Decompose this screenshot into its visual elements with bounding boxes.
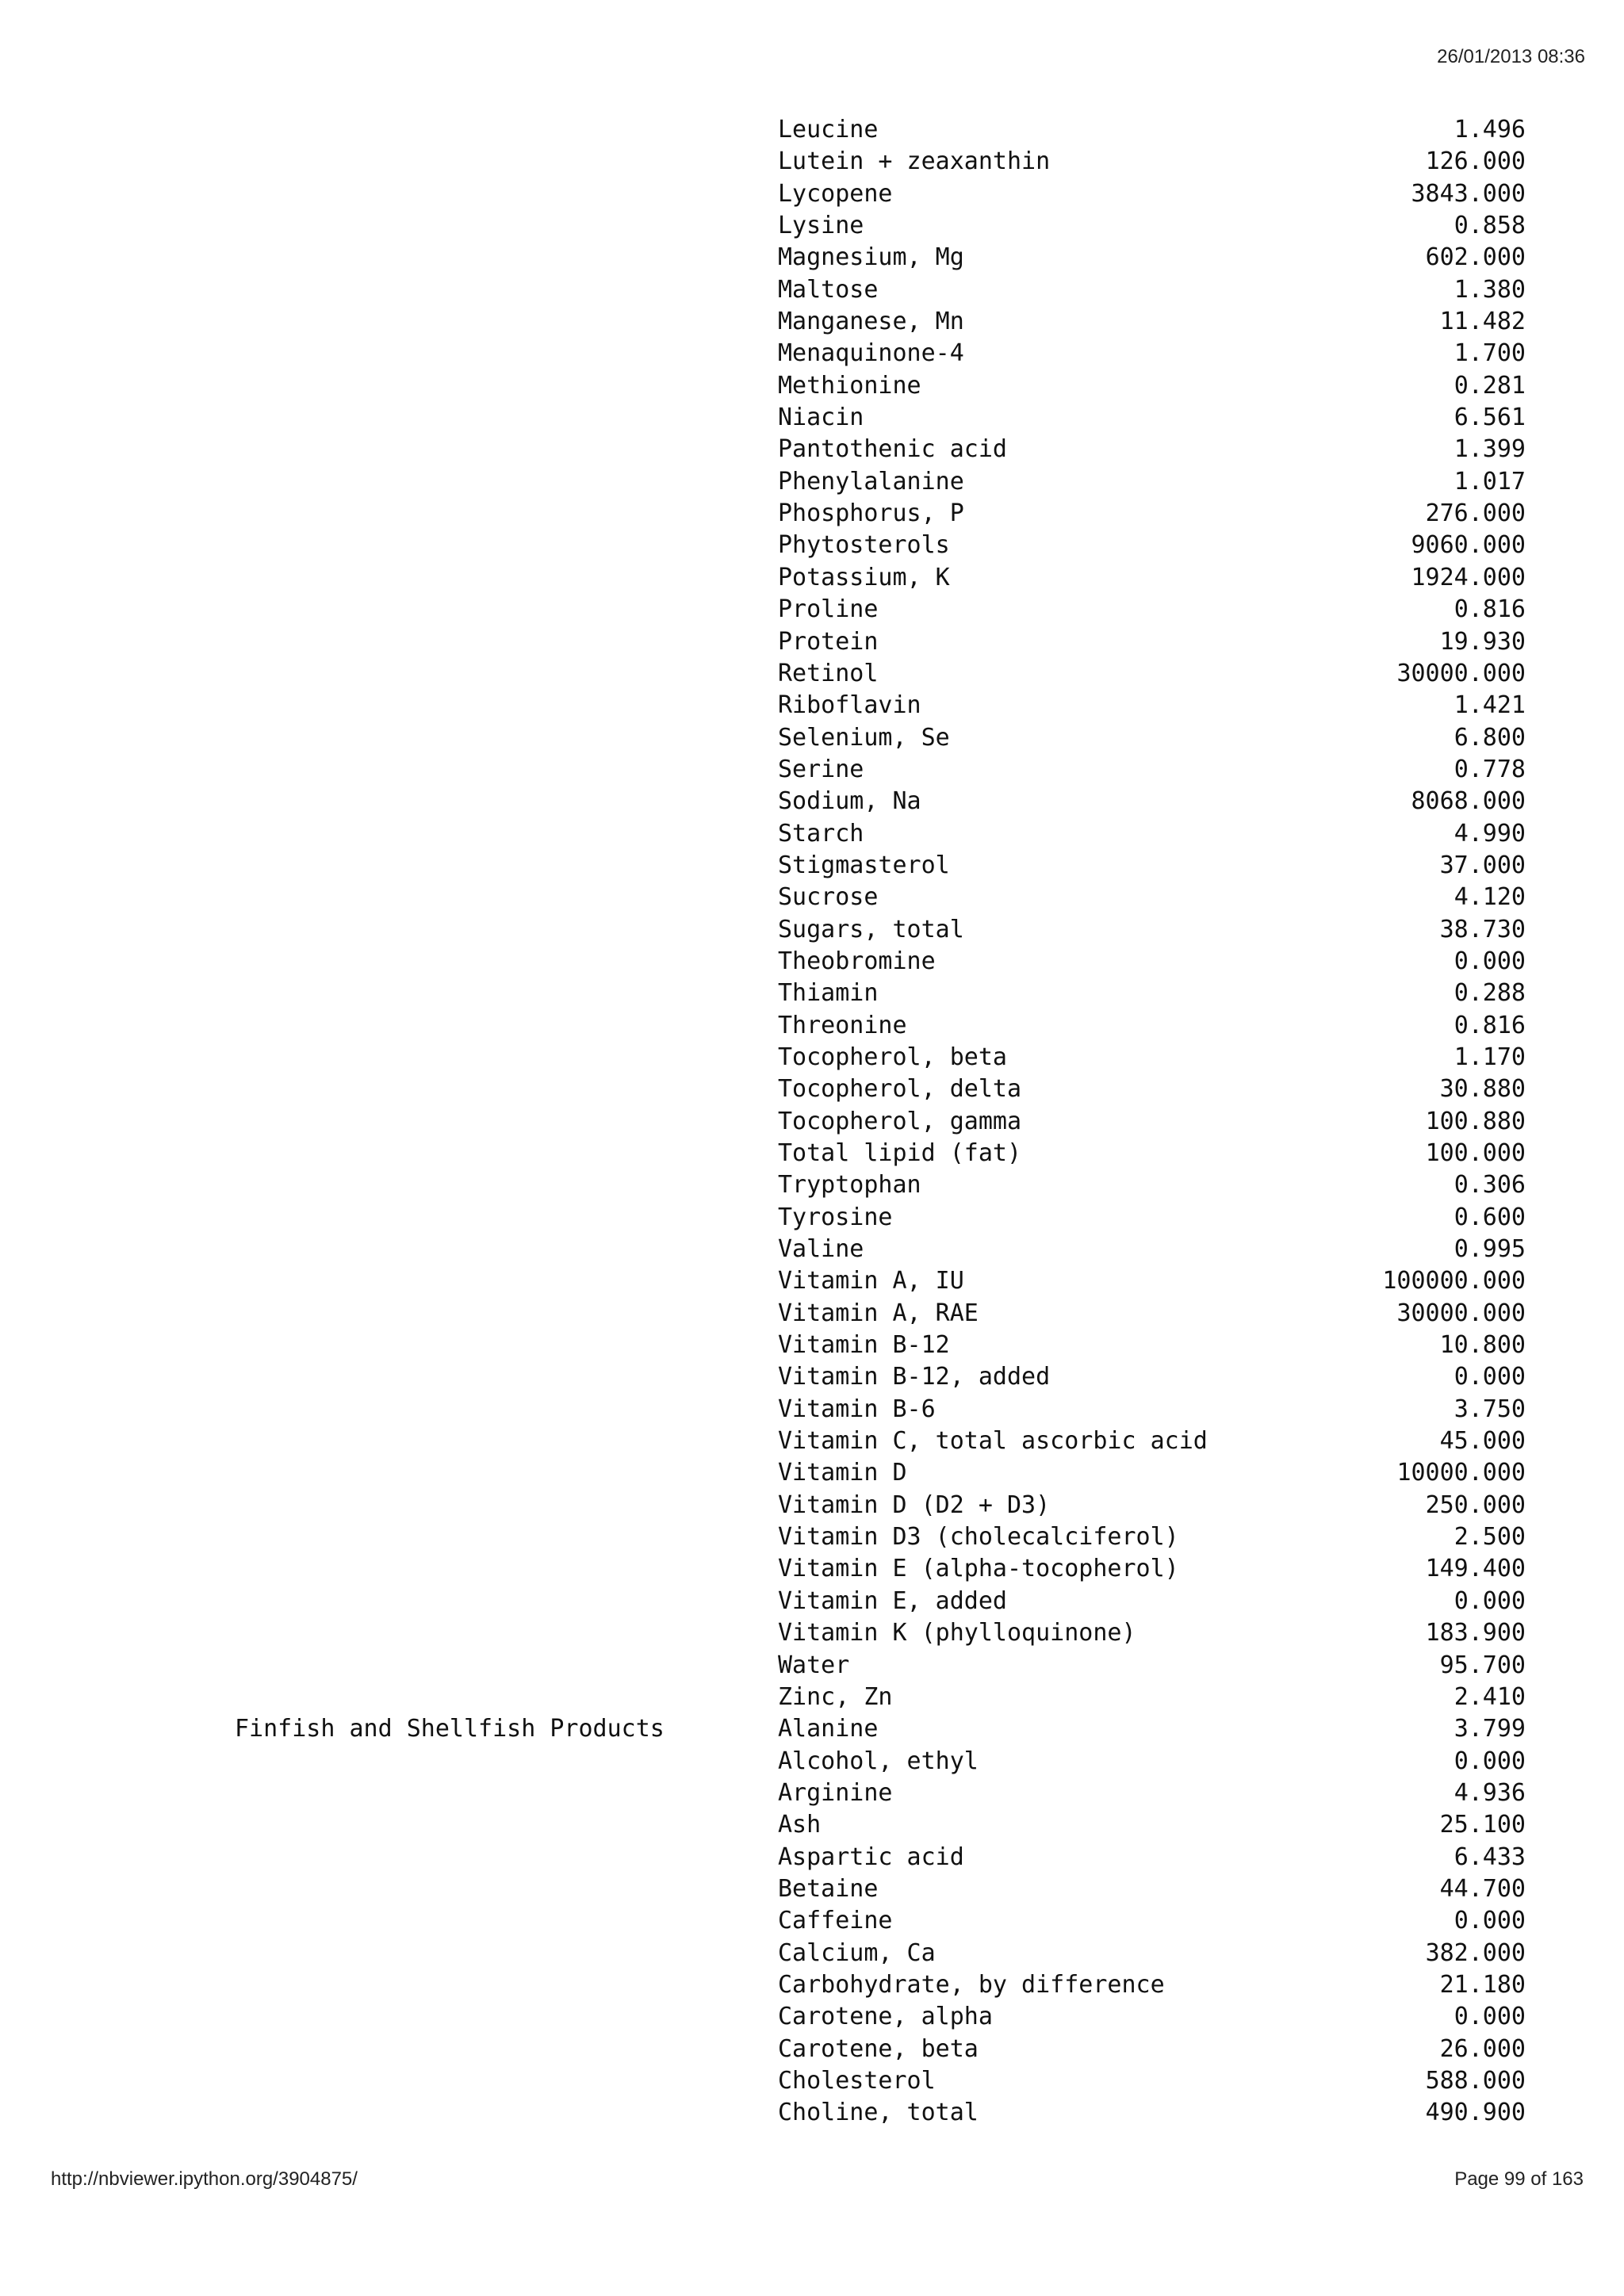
nutrient-value-cell: 38.730 bbox=[1439, 915, 1526, 943]
nutrient-name-cell: Vitamin B-12 bbox=[778, 1331, 950, 1360]
table-row bbox=[0, 1298, 1624, 1330]
nutrient-name-cell: Lysine bbox=[778, 212, 864, 240]
nutrient-name-cell: Vitamin B-6 bbox=[778, 1395, 936, 1423]
page-number: Page 99 of 163 bbox=[1454, 2168, 1584, 2190]
nutrient-value-cell: 2.500 bbox=[1454, 1523, 1526, 1552]
table-row bbox=[0, 1682, 1624, 1713]
nutrient-value-cell: 0.281 bbox=[1454, 371, 1526, 400]
nutrient-value-cell: 30.880 bbox=[1439, 1075, 1526, 1104]
table-row bbox=[0, 1490, 1624, 1521]
nutrient-value-cell: 588.000 bbox=[1425, 2066, 1526, 2095]
nutrient-value-cell: 100.000 bbox=[1425, 1139, 1526, 1167]
nutrient-value-cell: 126.000 bbox=[1425, 147, 1526, 176]
nutrient-name-cell: Sucrose bbox=[778, 883, 879, 912]
nutrient-value-cell: 4.990 bbox=[1454, 819, 1526, 848]
table-row bbox=[0, 722, 1624, 754]
nutrient-value-cell: 37.000 bbox=[1439, 851, 1526, 879]
nutrient-name-cell: Leucine bbox=[778, 116, 879, 144]
nutrient-value-cell: 0.816 bbox=[1454, 595, 1526, 624]
nutrient-value-cell: 19.930 bbox=[1439, 627, 1526, 656]
nutrient-value-cell: 602.000 bbox=[1425, 243, 1526, 272]
nutrient-value-cell: 3843.000 bbox=[1411, 179, 1526, 208]
nutrient-value-cell: 1.496 bbox=[1454, 116, 1526, 144]
nutrient-value-cell: 1.700 bbox=[1454, 339, 1526, 368]
table-row bbox=[0, 1042, 1624, 1073]
table-row bbox=[0, 1905, 1624, 1937]
table-row bbox=[0, 1873, 1624, 1905]
nutrient-value-cell: 11.482 bbox=[1439, 308, 1526, 336]
nutrient-name-cell: Sugars, total bbox=[778, 915, 964, 943]
table-row bbox=[0, 1553, 1624, 1585]
table-row bbox=[0, 114, 1624, 146]
nutrient-name-cell: Calcium, Ca bbox=[778, 1938, 936, 1967]
nutrient-name-cell: Menaquinone-4 bbox=[778, 339, 964, 368]
table-row bbox=[0, 594, 1624, 626]
nutrient-value-cell: 0.778 bbox=[1454, 755, 1526, 783]
table-row bbox=[0, 1969, 1624, 2001]
nutrient-value-cell: 2.410 bbox=[1454, 1682, 1526, 1711]
nutrient-value-cell: 30000.000 bbox=[1396, 659, 1526, 687]
nutrient-name-cell: Methionine bbox=[778, 371, 921, 400]
nutrient-value-cell: 10.800 bbox=[1439, 1331, 1526, 1360]
nutrient-value-cell: 1.380 bbox=[1454, 275, 1526, 304]
nutrient-name-cell: Phosphorus, P bbox=[778, 499, 964, 528]
table-row bbox=[0, 2097, 1624, 2129]
table-row bbox=[0, 2001, 1624, 2033]
nutrient-value-cell: 0.000 bbox=[1454, 2003, 1526, 2031]
table-row bbox=[0, 530, 1624, 561]
nutrient-value-cell: 30000.000 bbox=[1396, 1299, 1526, 1327]
table-row bbox=[0, 882, 1624, 913]
nutrient-name-cell: Aspartic acid bbox=[778, 1843, 964, 1871]
table-row bbox=[0, 786, 1624, 817]
table-row bbox=[0, 1746, 1624, 1777]
table-row bbox=[0, 1777, 1624, 1809]
table-row bbox=[0, 274, 1624, 306]
table-row bbox=[0, 1809, 1624, 1841]
nutrient-name-cell: Vitamin D (D2 + D3) bbox=[778, 1490, 1051, 1519]
nutrient-name-cell: Serine bbox=[778, 755, 864, 783]
nutrient-value-cell: 0.288 bbox=[1454, 979, 1526, 1008]
nutrient-name-cell: Vitamin B-12, added bbox=[778, 1363, 1051, 1391]
nutrient-value-cell: 10000.000 bbox=[1396, 1459, 1526, 1487]
nutrient-name-cell: Lutein + zeaxanthin bbox=[778, 147, 1051, 176]
table-row bbox=[0, 1650, 1624, 1682]
table-row bbox=[0, 1361, 1624, 1393]
table-row bbox=[0, 498, 1624, 530]
nutrient-name-cell: Cholesterol bbox=[778, 2066, 936, 2095]
table-row bbox=[0, 338, 1624, 369]
table-row bbox=[0, 914, 1624, 946]
nutrient-name-cell: Proline bbox=[778, 595, 879, 624]
nutrient-name-cell: Riboflavin bbox=[778, 691, 921, 720]
nutrient-value-cell: 8068.000 bbox=[1411, 787, 1526, 816]
nutrient-name-cell: Niacin bbox=[778, 404, 864, 432]
nutrient-name-cell: Alanine bbox=[778, 1715, 879, 1743]
nutrient-name-cell: Vitamin D bbox=[778, 1459, 907, 1487]
nutrient-name-cell: Vitamin K (phylloquinone) bbox=[778, 1619, 1136, 1647]
nutrient-value-cell: 45.000 bbox=[1439, 1427, 1526, 1456]
nutrient-name-cell: Tocopherol, gamma bbox=[778, 1107, 1022, 1135]
nutrient-name-cell: Vitamin E (alpha-tocopherol) bbox=[778, 1555, 1179, 1583]
nutrient-name-cell: Vitamin A, RAE bbox=[778, 1299, 979, 1327]
nutrient-value-cell: 6.800 bbox=[1454, 723, 1526, 752]
nutrient-value-cell: 250.000 bbox=[1425, 1490, 1526, 1519]
nutrient-value-cell: 25.100 bbox=[1439, 1811, 1526, 1839]
table-row bbox=[0, 1234, 1624, 1265]
nutrient-value-cell: 0.600 bbox=[1454, 1203, 1526, 1231]
nutrient-value-cell: 6.561 bbox=[1454, 404, 1526, 432]
nutrient-value-cell: 3.750 bbox=[1454, 1395, 1526, 1423]
nutrient-value-cell: 9060.000 bbox=[1411, 531, 1526, 560]
nutrient-name-cell: Zinc, Zn bbox=[778, 1682, 893, 1711]
table-row bbox=[0, 658, 1624, 690]
nutrient-name-cell: Thiamin bbox=[778, 979, 879, 1008]
nutrient-value-cell: 1.399 bbox=[1454, 435, 1526, 464]
nutrient-value-cell: 0.995 bbox=[1454, 1235, 1526, 1264]
table-row bbox=[0, 754, 1624, 786]
nutrient-name-cell: Theobromine bbox=[778, 947, 936, 975]
table-row bbox=[0, 850, 1624, 882]
nutrient-name-cell: Arginine bbox=[778, 1778, 893, 1807]
nutrient-name-cell: Stigmasterol bbox=[778, 851, 950, 879]
table-row bbox=[0, 402, 1624, 434]
nutrient-value-cell: 4.120 bbox=[1454, 883, 1526, 912]
nutrient-name-cell: Vitamin A, IU bbox=[778, 1267, 964, 1295]
table-row bbox=[0, 978, 1624, 1009]
table-row bbox=[0, 1425, 1624, 1457]
print-timestamp: 26/01/2013 08:36 bbox=[1437, 46, 1585, 67]
nutrient-name-cell: Alcohol, ethyl bbox=[778, 1747, 979, 1775]
nutrient-name-cell: Starch bbox=[778, 819, 864, 848]
nutrient-name-cell: Manganese, Mn bbox=[778, 308, 964, 336]
table-row bbox=[0, 146, 1624, 178]
nutrient-name-cell: Magnesium, Mg bbox=[778, 243, 964, 272]
table-row bbox=[0, 946, 1624, 978]
nutrient-value-cell: 6.433 bbox=[1454, 1843, 1526, 1871]
nutrient-name-cell: Carbohydrate, by difference bbox=[778, 1970, 1165, 1999]
table-row bbox=[0, 1586, 1624, 1617]
nutrient-value-cell: 26.000 bbox=[1439, 2034, 1526, 2063]
nutrient-value-cell: 4.936 bbox=[1454, 1778, 1526, 1807]
table-row bbox=[0, 242, 1624, 274]
nutrient-value-cell: 0.000 bbox=[1454, 1907, 1526, 1935]
table-row bbox=[0, 562, 1624, 594]
table-row bbox=[0, 1938, 1624, 1969]
nutrient-value-cell: 276.000 bbox=[1425, 499, 1526, 528]
nutrient-name-cell: Selenium, Se bbox=[778, 723, 950, 752]
nutrient-value-cell: 3.799 bbox=[1454, 1715, 1526, 1743]
nutrient-name-cell: Vitamin E, added bbox=[778, 1586, 1007, 1615]
nutrient-name-cell: Potassium, K bbox=[778, 563, 950, 591]
nutrient-name-cell: Vitamin D3 (cholecalciferol) bbox=[778, 1523, 1179, 1552]
nutrient-name-cell: Ash bbox=[778, 1811, 822, 1839]
table-row bbox=[0, 1330, 1624, 1361]
table-row bbox=[0, 1169, 1624, 1201]
table-row bbox=[0, 1106, 1624, 1138]
nutrient-value-cell: 95.700 bbox=[1439, 1651, 1526, 1679]
nutrient-name-cell: Tocopherol, beta bbox=[778, 1043, 1007, 1071]
nutrient-name-cell: Carotene, beta bbox=[778, 2034, 979, 2063]
nutrient-name-cell: Tyrosine bbox=[778, 1203, 893, 1231]
nutrient-value-cell: 1.017 bbox=[1454, 467, 1526, 496]
table-row bbox=[0, 626, 1624, 658]
nutrient-name-cell: Threonine bbox=[778, 1011, 907, 1039]
nutrient-table bbox=[0, 114, 1624, 2130]
nutrient-value-cell: 100.880 bbox=[1425, 1107, 1526, 1135]
table-row bbox=[0, 1457, 1624, 1489]
table-row bbox=[0, 1265, 1624, 1297]
table-row bbox=[0, 434, 1624, 465]
nutrient-value-cell: 44.700 bbox=[1439, 1874, 1526, 1903]
nutrient-name-cell: Tryptophan bbox=[778, 1171, 921, 1200]
nutrient-value-cell: 183.900 bbox=[1425, 1619, 1526, 1647]
table-row bbox=[0, 2034, 1624, 2065]
table-row bbox=[0, 210, 1624, 242]
table-row bbox=[0, 306, 1624, 338]
nutrient-value-cell: 21.180 bbox=[1439, 1970, 1526, 1999]
nutrient-name-cell: Valine bbox=[778, 1235, 864, 1264]
nutrient-value-cell: 0.306 bbox=[1454, 1171, 1526, 1200]
table-row bbox=[0, 1617, 1624, 1649]
nutrient-value-cell: 382.000 bbox=[1425, 1938, 1526, 1967]
nutrient-value-cell: 149.400 bbox=[1425, 1555, 1526, 1583]
nutrient-name-cell: Phytosterols bbox=[778, 531, 950, 560]
table-row bbox=[0, 1842, 1624, 1873]
table-row bbox=[0, 1394, 1624, 1425]
table-row bbox=[0, 1010, 1624, 1042]
nutrient-value-cell: 1924.000 bbox=[1411, 563, 1526, 591]
nutrient-value-cell: 0.000 bbox=[1454, 1586, 1526, 1615]
nutrient-value-cell: 100000.000 bbox=[1382, 1267, 1526, 1295]
nutrient-name-cell: Tocopherol, delta bbox=[778, 1075, 1022, 1104]
nutrient-value-cell: 0.858 bbox=[1454, 212, 1526, 240]
nutrient-name-cell: Carotene, alpha bbox=[778, 2003, 993, 2031]
nutrient-name-cell: Maltose bbox=[778, 275, 879, 304]
table-row bbox=[0, 1073, 1624, 1105]
nutrient-value-cell: 0.000 bbox=[1454, 1363, 1526, 1391]
table-row bbox=[0, 1202, 1624, 1234]
table-row bbox=[0, 690, 1624, 721]
nutrient-value-cell: 490.900 bbox=[1425, 2099, 1526, 2127]
footer-url: http://nbviewer.ipython.org/3904875/ bbox=[51, 2168, 358, 2190]
nutrient-name-cell: Sodium, Na bbox=[778, 787, 921, 816]
nutrient-value-cell: 1.170 bbox=[1454, 1043, 1526, 1071]
nutrient-name-cell: Choline, total bbox=[778, 2099, 979, 2127]
food-group-cell: Finfish and Shellfish Products bbox=[235, 1715, 665, 1743]
nutrient-name-cell: Phenylalanine bbox=[778, 467, 964, 496]
table-row bbox=[0, 370, 1624, 402]
nutrient-name-cell: Retinol bbox=[778, 659, 879, 687]
table-row bbox=[0, 1713, 1624, 1745]
table-row bbox=[0, 818, 1624, 850]
nutrient-name-cell: Protein bbox=[778, 627, 879, 656]
nutrient-name-cell: Caffeine bbox=[778, 1907, 893, 1935]
nutrient-name-cell: Pantothenic acid bbox=[778, 435, 1007, 464]
table-row bbox=[0, 1138, 1624, 1169]
nutrient-name-cell: Water bbox=[778, 1651, 850, 1679]
nutrient-name-cell: Lycopene bbox=[778, 179, 893, 208]
table-row bbox=[0, 1521, 1624, 1553]
nutrient-name-cell: Total lipid (fat) bbox=[778, 1139, 1022, 1167]
table-row bbox=[0, 466, 1624, 498]
nutrient-value-cell: 0.816 bbox=[1454, 1011, 1526, 1039]
nutrient-name-cell: Vitamin C, total ascorbic acid bbox=[778, 1427, 1208, 1456]
nutrient-value-cell: 0.000 bbox=[1454, 1747, 1526, 1775]
nutrient-name-cell: Betaine bbox=[778, 1874, 879, 1903]
table-row bbox=[0, 178, 1624, 210]
nutrient-value-cell: 0.000 bbox=[1454, 947, 1526, 975]
nutrient-value-cell: 1.421 bbox=[1454, 691, 1526, 720]
table-row bbox=[0, 2065, 1624, 2097]
